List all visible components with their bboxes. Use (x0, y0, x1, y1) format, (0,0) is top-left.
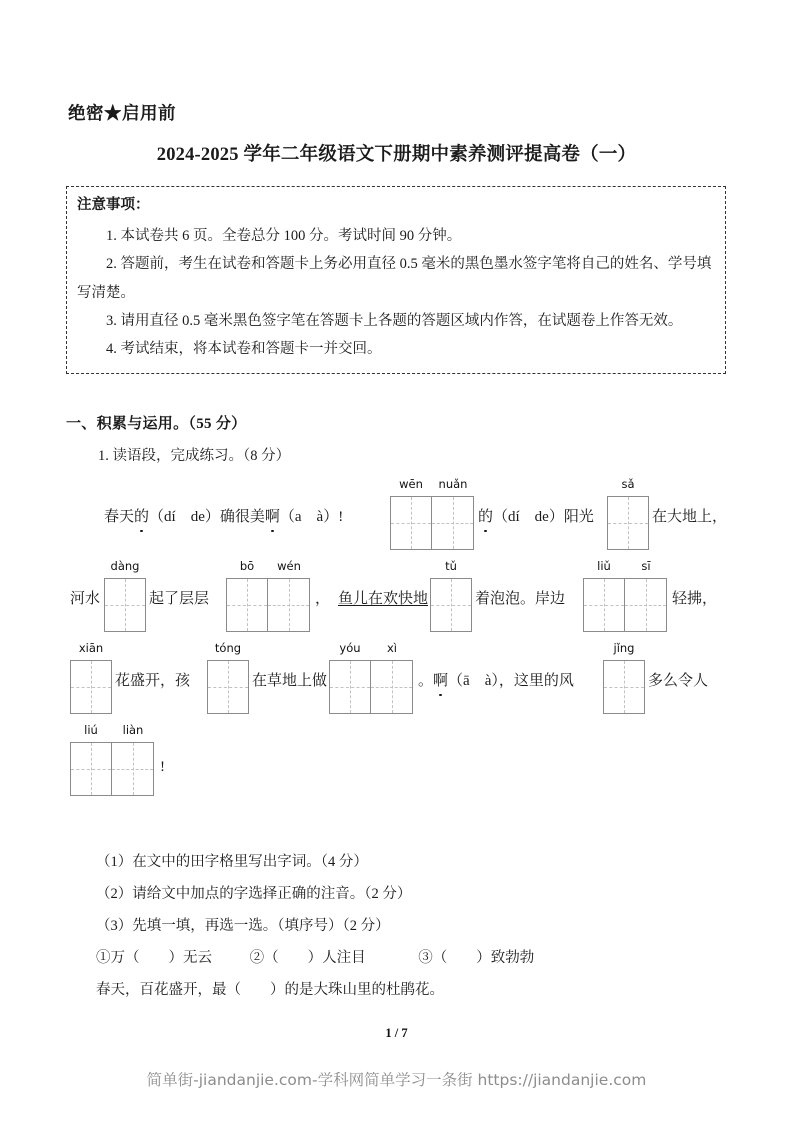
question-1-prompt: 1. 读语段，完成练习。（8 分） (98, 448, 291, 464)
passage-text: 河水 (70, 591, 101, 607)
tianzige-cell[interactable] (607, 496, 649, 550)
passage-text: 在大地上， (652, 509, 728, 525)
passage-text: 起了层层 (149, 591, 210, 607)
passage-row-4 (66, 722, 736, 804)
pinyin-label: bō wén (239, 559, 301, 573)
tianzige-group-sa (607, 477, 649, 550)
notice-item: 3. 请用直径 0.5 毫米黑色签字笔在答题卡上各题的答题区域内作答，在试题卷上作答无效。 (106, 312, 683, 329)
subquestion-3: （3）先填一填，再选一选。（填序号）（2 分） (96, 918, 390, 934)
tianzige-cell[interactable] (390, 496, 432, 550)
tianzige-cell[interactable] (583, 578, 625, 632)
passage-row-1 (66, 476, 736, 558)
passage-text: 多么令人 (648, 673, 709, 689)
tianzige-cell[interactable] (268, 578, 310, 632)
passage-text: 的（dí de）阳光 (478, 509, 594, 525)
notice-item: 1. 本试卷共 6 页。全卷总分 100 分。考试时间 90 分钟。 (106, 228, 462, 245)
tianzige-cell[interactable] (603, 660, 645, 714)
tianzige-cell[interactable] (70, 660, 112, 714)
notice-title: 注意事项： (77, 197, 150, 213)
watermark: 简单街-jiandanjie.com-学科网简单学习一条街 https://jiandanjie.com (146, 1071, 647, 1089)
fill-in-items (96, 946, 534, 967)
tianzige-group-wennuan (390, 477, 474, 550)
passage-text-underlined: 鱼儿在欢快地 (338, 591, 429, 607)
tianzige-cell[interactable] (432, 496, 474, 550)
fill-item-2[interactable]: ②（ ）人注目 (249, 950, 366, 966)
tianzige-cell[interactable] (112, 742, 154, 796)
pinyin-label: yóu xì (339, 641, 397, 655)
pinyin-label: dàng (110, 559, 140, 573)
passage-text: 在草地上做 (252, 673, 328, 689)
tianzige-group-tong (207, 641, 249, 714)
passage-text: 轻拂， (672, 591, 718, 607)
pinyin-label: liǔ sī (597, 559, 651, 573)
page-title: 2024-2025 学年二年级语文下册期中素养测评提高卷（一） (156, 145, 637, 165)
passage-text: ， (315, 591, 331, 607)
notice-box (66, 186, 726, 374)
tianzige-group-liusi (583, 559, 667, 632)
tianzige-group-jing (603, 641, 645, 714)
passage-text: 春天的（dí de）确很美啊（a à）! (104, 509, 344, 525)
tianzige-group-youxi (329, 641, 413, 714)
tianzige-cell[interactable] (104, 578, 146, 632)
notice-item: 2. 答题前，考生在试卷和答题卡上务必用直径 0.5 毫米的黑色墨水签字笔将自己的姓名、学号填写清楚。 (77, 256, 712, 301)
tianzige-cell[interactable] (625, 578, 667, 632)
pinyin-label: wēn nuǎn (399, 477, 468, 491)
pinyin-label: tóng (214, 641, 242, 655)
page-number: 1 / 7 (385, 1026, 408, 1040)
tianzige-cell[interactable] (70, 742, 112, 796)
notice-item: 4. 考试结束，将本试卷和答题卡一并交回。 (106, 341, 382, 358)
pinyin-label: sǎ (621, 477, 635, 491)
pinyin-label: liú liàn (84, 723, 144, 737)
section-title: 一、积累与运用。（55 分） (66, 416, 247, 432)
passage-text: 。啊（ā à），这里的风 (418, 673, 574, 689)
pinyin-label: tǔ (445, 559, 457, 573)
passage-area (66, 476, 736, 804)
tianzige-cell[interactable] (430, 578, 472, 632)
tianzige-cell[interactable] (226, 578, 268, 632)
tianzige-cell[interactable] (371, 660, 413, 714)
tianzige-group-dang (104, 559, 146, 632)
passage-row-3 (66, 640, 736, 722)
passage-text: 花盛开，孩 (115, 673, 191, 689)
tianzige-group-xian (70, 641, 112, 714)
pinyin-label: xiān (78, 641, 104, 655)
subquestion-1: （1）在文中的田字格里写出字词。（4 分） (96, 854, 368, 870)
fill-item-1[interactable]: ①万（ ）无云 (96, 950, 212, 966)
passage-text: 着泡泡。岸边 (475, 591, 566, 607)
tianzige-cell[interactable] (329, 660, 371, 714)
subquestion-2: （2）请给文中加点的字选择正确的注音。（2 分） (96, 886, 412, 902)
secret-label: 绝密★启用前 (68, 103, 176, 123)
tianzige-group-tu (430, 559, 472, 632)
fill-item-3[interactable]: ③（ ）致勃勃 (418, 950, 535, 966)
passage-text: ! (160, 759, 165, 775)
passage-row-2 (66, 558, 736, 640)
pinyin-label: jǐng (613, 641, 635, 655)
tianzige-group-liulian (70, 723, 154, 796)
tianzige-group-bowen (226, 559, 310, 632)
fill-sentence[interactable]: 春天，百花盛开，最（ ）的是大珠山里的杜鹃花。 (96, 982, 444, 998)
tianzige-cell[interactable] (207, 660, 249, 714)
